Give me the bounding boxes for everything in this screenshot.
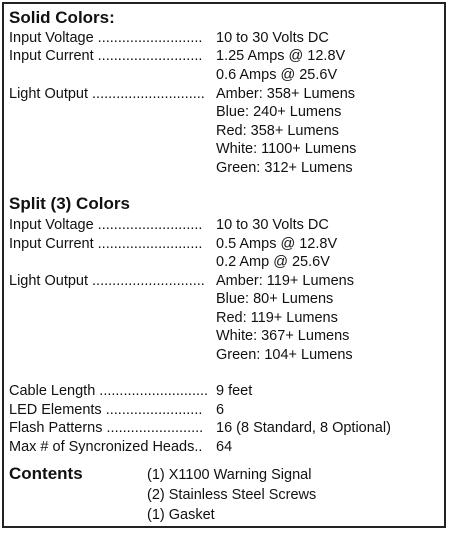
- split-light-output-label: Light Output ............................: [9, 273, 205, 289]
- split-light-output-value: Red: 119+ Lumens: [216, 310, 338, 326]
- solid-light-output-value: Amber: 358+ Lumens: [216, 86, 356, 102]
- solid-light-output-value: Green: 312+ Lumens: [216, 160, 353, 176]
- solid-input-current-label: Input Current ..........................: [9, 48, 203, 64]
- flash-patterns-value: 16 (8 Standard, 8 Optional): [216, 420, 391, 436]
- solid-input-current-value: 1.25 Amps @ 12.8V: [216, 48, 346, 64]
- split-light-output-value: Amber: 119+ Lumens: [216, 273, 354, 289]
- contents-item: (1) X1100 Warning Signal: [147, 467, 312, 483]
- solid-input-voltage-label: Input Voltage ..........................: [9, 30, 203, 46]
- split-input-current-value: 0.5 Amps @ 12.8V: [216, 236, 338, 252]
- split-light-output-value: White: 367+ Lumens: [216, 328, 350, 344]
- solid-input-voltage-value: 10 to 30 Volts DC: [216, 30, 329, 46]
- split-input-current-label: Input Current ..........................: [9, 236, 203, 252]
- solid-colors-heading: Solid Colors:: [9, 8, 115, 27]
- cable-length-label: Cable Length ...........................: [9, 383, 209, 399]
- contents-item: (1) Gasket: [147, 507, 215, 523]
- led-elements-label: LED Elements ........................: [9, 402, 203, 418]
- split-colors-heading: Split (3) Colors: [9, 194, 130, 213]
- solid-light-output-label: Light Output ............................: [9, 86, 205, 102]
- spec-sheet: [2, 2, 446, 528]
- max-heads-value: 64: [216, 439, 233, 455]
- split-input-voltage-value: 10 to 30 Volts DC: [216, 217, 329, 233]
- split-input-voltage-label: Input Voltage ..........................: [9, 217, 203, 233]
- max-heads-label: Max # of Syncronized Heads..: [9, 439, 203, 455]
- flash-patterns-label: Flash Patterns ........................: [9, 420, 204, 436]
- solid-light-output-value: White: 1100+ Lumens: [216, 141, 357, 157]
- solid-light-output-value: Blue: 240+ Lumens: [216, 104, 342, 120]
- led-elements-value: 6: [216, 402, 225, 418]
- split-input-current-value: 0.2 Amp @ 25.6V: [216, 254, 330, 270]
- contents-item: (2) Stainless Steel Screws: [147, 487, 317, 503]
- split-light-output-value: Green: 104+ Lumens: [216, 347, 353, 363]
- solid-light-output-value: Red: 358+ Lumens: [216, 123, 339, 139]
- contents-heading: Contents: [9, 464, 83, 483]
- split-light-output-value: Blue: 80+ Lumens: [216, 291, 334, 307]
- solid-input-current-value: 0.6 Amps @ 25.6V: [216, 67, 338, 83]
- cable-length-value: 9 feet: [216, 383, 253, 399]
